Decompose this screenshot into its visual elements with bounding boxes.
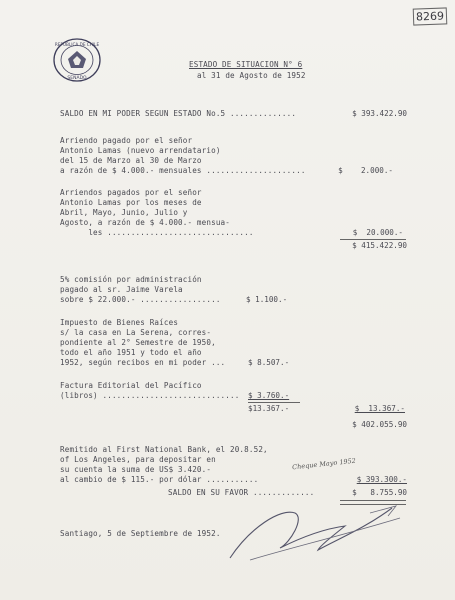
rent-subtotal: $ 415.422.90 (352, 241, 407, 250)
remittance-amount: $ 393.300.- (356, 475, 407, 484)
final-balance-label: SALDO EN SU FAVOR ............. (168, 488, 315, 497)
remittance-line: su cuenta la suma de US$ 3.420.- (60, 465, 212, 474)
rent1-line: a razón de $ 4.000.- mensuales ..................... (60, 166, 306, 175)
tax-line: s/ la casa en La Serena, corres- (60, 328, 212, 337)
svg-text:REPUBLICA DE CHILE: REPUBLICA DE CHILE (54, 42, 100, 47)
final-balance-amount: $ 8.755.90 (352, 488, 407, 497)
tax-line: 1952, según recibos en mi poder ... (60, 358, 226, 367)
invoice-line: Factura Editorial del Pacífico (60, 381, 202, 390)
handwritten-note: Cheque Mayo 1952 (291, 456, 357, 472)
tax-line: todo el año 1951 y todo el año (60, 348, 202, 357)
rent2-line: Arriendos pagados por el señor (60, 188, 202, 197)
rent2-line: Abril, Mayo, Junio, Julio y (60, 208, 188, 217)
tax-line: pondiente al 2° Semestre de 1950, (60, 338, 216, 347)
deductions-rule (248, 402, 300, 403)
archive-reference: 8269 (413, 7, 448, 25)
rent1-line: del 15 de Marzo al 30 de Marzo (60, 156, 202, 165)
signature (220, 488, 410, 573)
rent1-line: Antonio Lamas (nuevo arrendatario) (60, 146, 221, 155)
invoice-line: (libros) ............................. (60, 391, 240, 400)
rent1-amount: $ 2.000.- (338, 166, 393, 175)
svg-text:SENADO: SENADO (67, 76, 87, 81)
senate-seal (52, 37, 102, 83)
deductions-carried: $ 13.367.- (354, 404, 405, 413)
rent2-line: les ............................... (60, 228, 254, 237)
remittance-line: al cambio de $ 115.- por dólar ........... (60, 475, 259, 484)
rent2-amount: $ 20.000.- (352, 228, 403, 237)
rent2-line: Agosto, a razón de $ 4.000.- mensua- (60, 218, 230, 227)
remittance-line: Remitido al First National Bank, el 20.8.52, (60, 445, 268, 454)
rent2-line: Antonio Lamas por los meses de (60, 198, 202, 207)
commission-line: 5% comisión por administración (60, 275, 202, 284)
place-and-date: Santiago, 5 de Septiembre de 1952. (60, 529, 221, 538)
invoice-amount: $ 3.760.- (248, 391, 290, 400)
commission-line: sobre $ 22.000.- ................. (60, 295, 221, 304)
statement-title: ESTADO DE SITUACION N° 6 (189, 60, 303, 69)
statement-date: al 31 de Agosto de 1952 (197, 71, 306, 80)
tax-line: Impuesto de Bienes Raíces (60, 318, 179, 327)
opening-balance-label: SALDO EN MI PODER SEGUN ESTADO No.5 .............. (60, 109, 297, 118)
rent1-line: Arriendo pagado por el señor (60, 136, 193, 145)
deductions-total: $13.367.- (248, 404, 290, 413)
opening-balance-amount: $ 393.422.90 (352, 109, 407, 118)
commission-line: pagado al sr. Jaime Varela (60, 285, 183, 294)
balance-after-deductions: $ 402.055.90 (352, 420, 407, 429)
subtotal-rule (340, 239, 406, 240)
commission-amount: $ 1.100.- (246, 295, 288, 304)
tax-amount: $ 8.507.- (248, 358, 290, 367)
remittance-line: of Los Angeles, para depositar en (60, 455, 216, 464)
